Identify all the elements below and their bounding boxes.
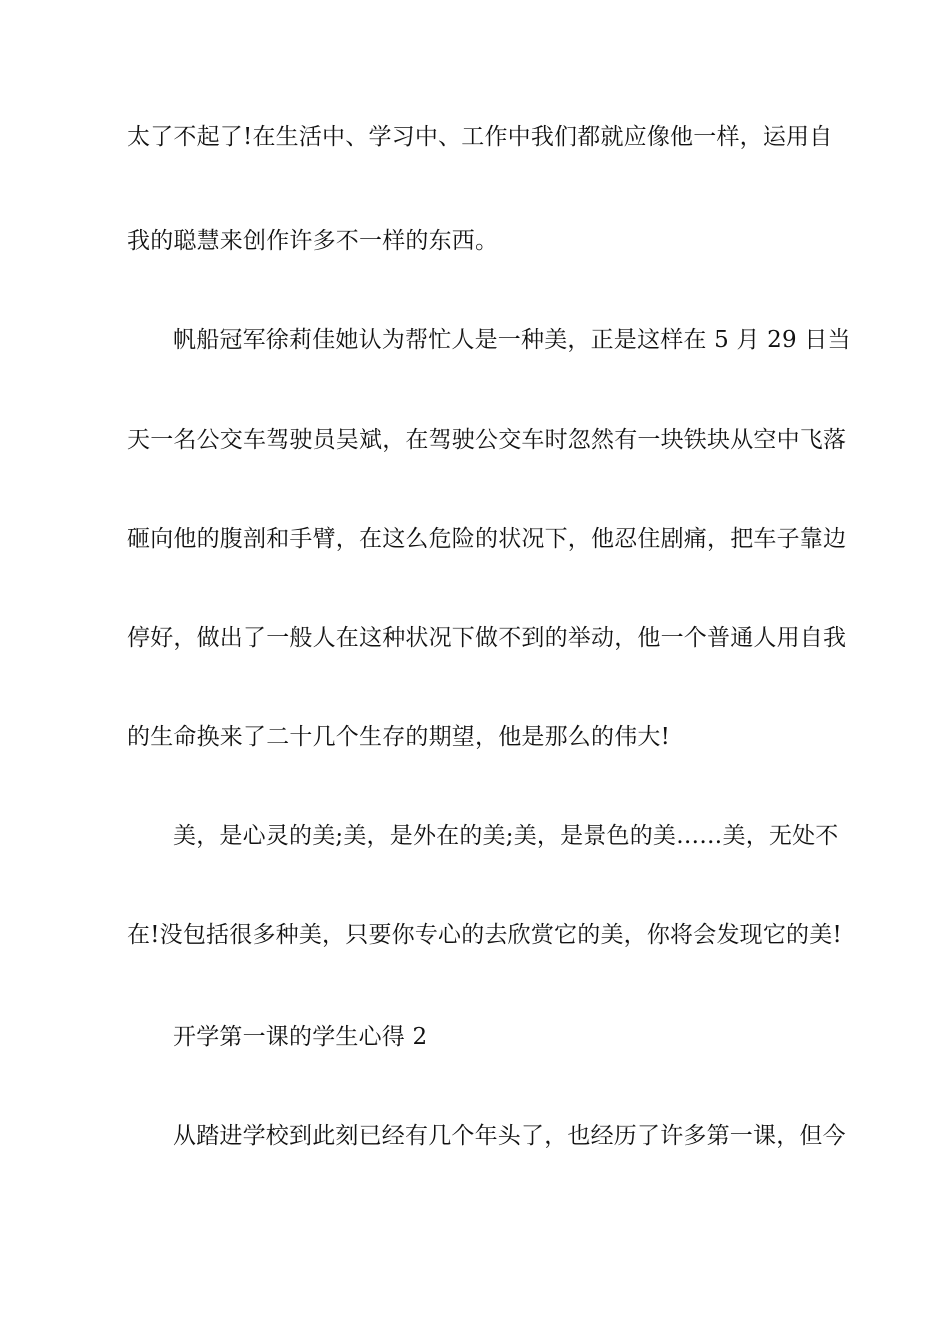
section-heading: 开学第一课的学生心得 2 (173, 1024, 428, 1050)
text-line: 停好，做出了一般人在这种状况下做不到的举动，他一个普通人用自我 (127, 625, 847, 651)
text-line: 在!没包括很多种美，只要你专心的去欣赏它的美，你将会发现它的美! (127, 922, 842, 948)
text-line: 太了不起了!在生活中、学习中、工作中我们都就应像他一样，运用自 (127, 124, 833, 150)
text-line: 美，是心灵的美;美，是外在的美;美，是景色的美……美，无处不 (173, 823, 839, 849)
text-line: 帆船冠军徐莉佳她认为帮忙人是一种美，正是这样在 5 月 29 日当 (173, 327, 851, 353)
text-line: 砸向他的腹剖和手臂，在这么危险的状况下，他忍住剧痛，把车子靠边 (127, 526, 847, 552)
text-line: 的生命换来了二十几个生存的期望，他是那么的伟大! (127, 724, 671, 750)
text-line: 我的聪慧来创作许多不一样的东西。 (127, 228, 499, 254)
text-line: 从踏进学校到此刻已经有几个年头了，也经历了许多第一课，但今 (173, 1123, 846, 1149)
text-line: 天一名公交车驾驶员吴斌，在驾驶公交车时忽然有一块铁块从空中飞落 (127, 427, 847, 453)
